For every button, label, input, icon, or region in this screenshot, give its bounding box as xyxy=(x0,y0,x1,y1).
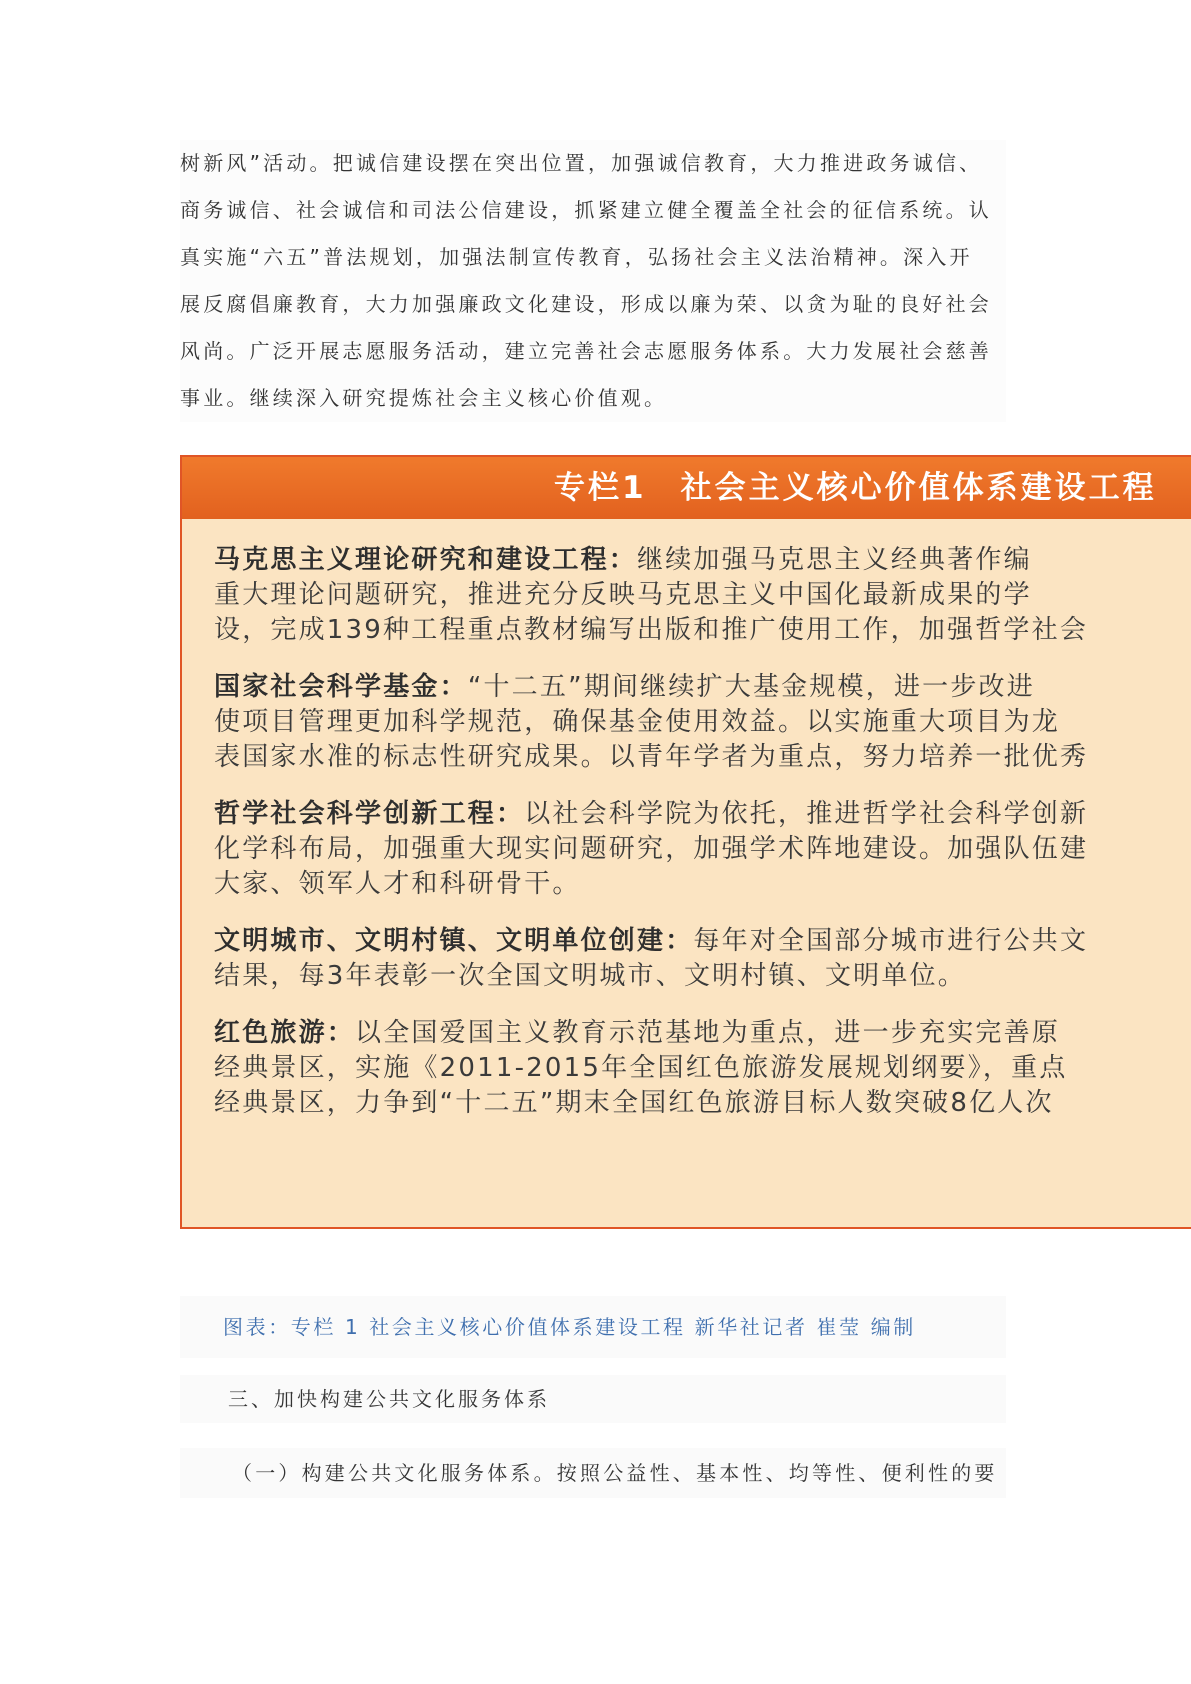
column-line: 设，完成139种工程重点教材编写出版和推广使用工作，加强哲学社会 xyxy=(214,615,1089,645)
column-item-red-tourism xyxy=(214,1016,1191,1121)
column-title: 专栏1 社会主义核心价值体系建设工程 xyxy=(554,470,1157,506)
figure-caption: 图表：专栏 1 社会主义核心价值体系建设工程 新华社记者 崔莹 编制 xyxy=(180,1296,1006,1358)
paragraph-line: 真实施“六五”普法规划，加强法制宣传教育，弘扬社会主义法治精神。深入开 xyxy=(180,245,973,269)
sub-section-paragraph: （一）构建公共文化服务体系。按照公益性、基本性、均等性、便利性的要 xyxy=(180,1448,1006,1498)
column-item-text: 以社会科学院为依托，推进哲学社会科学创新 xyxy=(524,799,1089,829)
column-line: 经典景区，实施《2011-2015年全国红色旅游发展规划纲要》，重点 xyxy=(214,1053,1068,1083)
column-item-text: 继续加强马克思主义经典著作编 xyxy=(637,545,1032,575)
column-body xyxy=(182,519,1191,1121)
column-item-marxism-project xyxy=(214,543,1191,648)
column-line xyxy=(214,543,1191,578)
column-item-innovation-project xyxy=(214,797,1191,902)
column-item-title: 红色旅游： xyxy=(214,1018,356,1048)
section-heading: 三、加快构建公共文化服务体系 xyxy=(180,1375,1006,1423)
intro-paragraph xyxy=(180,140,1006,422)
column-line: 化学科布局，加强重大现实问题研究，加强学术阵地建设。加强队伍建 xyxy=(214,834,1089,864)
column-item-social-science-fund xyxy=(214,670,1191,775)
column-line: 重大理论问题研究，推进充分反映马克思主义中国化最新成果的学 xyxy=(214,580,1032,610)
column-line: 大家、领军人才和科研骨干。 xyxy=(214,869,581,899)
column-line xyxy=(214,1016,1191,1051)
column-line: 结果，每3年表彰一次全国文明城市、文明村镇、文明单位。 xyxy=(214,961,966,991)
paragraph-line: 展反腐倡廉教育，大力加强廉政文化建设，形成以廉为荣、以贪为耻的良好社会 xyxy=(180,292,992,316)
column-line xyxy=(214,797,1191,832)
paragraph-line: 事业。继续深入研究提炼社会主义核心价值观。 xyxy=(180,386,668,410)
paragraph-line: 风尚。广泛开展志愿服务活动，建立完善社会志愿服务体系。大力发展社会慈善 xyxy=(180,339,992,363)
column-item-title: 马克思主义理论研究和建设工程： xyxy=(214,545,638,575)
column-item-title: 文明城市、文明村镇、文明单位创建： xyxy=(214,926,694,956)
paragraph-line: 商务诚信、社会诚信和司法公信建设，抓紧建立健全覆盖全社会的征信系统。认 xyxy=(180,198,992,222)
column-item-title: 国家社会科学基金： xyxy=(214,672,468,702)
paragraph-line: 树新风”活动。把诚信建设摆在突出位置，加强诚信教育，大力推进政务诚信、 xyxy=(180,151,983,175)
column-item-text: “十二五”期间继续扩大基金规模，进一步改进 xyxy=(467,672,1035,702)
column-line: 表国家水准的标志性研究成果。以青年学者为重点，努力培养一批优秀 xyxy=(214,742,1089,772)
column-figure xyxy=(180,455,1191,1229)
column-item-text: 每年对全国部分城市进行公共文 xyxy=(693,926,1089,956)
column-item-text: 以全国爱国主义教育示范基地为重点，进一步充实完善原 xyxy=(355,1018,1061,1048)
column-item-title: 哲学社会科学创新工程： xyxy=(214,799,525,829)
column-line: 使项目管理更加科学规范，确保基金使用效益。以实施重大项目为龙 xyxy=(214,707,1061,737)
column-header xyxy=(182,457,1191,519)
column-item-civilization-creation xyxy=(214,924,1191,994)
column-line: 经典景区，力争到“十二五”期末全国红色旅游目标人数突破8亿人次 xyxy=(214,1088,1054,1118)
column-line xyxy=(214,670,1191,705)
column-line xyxy=(214,924,1191,959)
